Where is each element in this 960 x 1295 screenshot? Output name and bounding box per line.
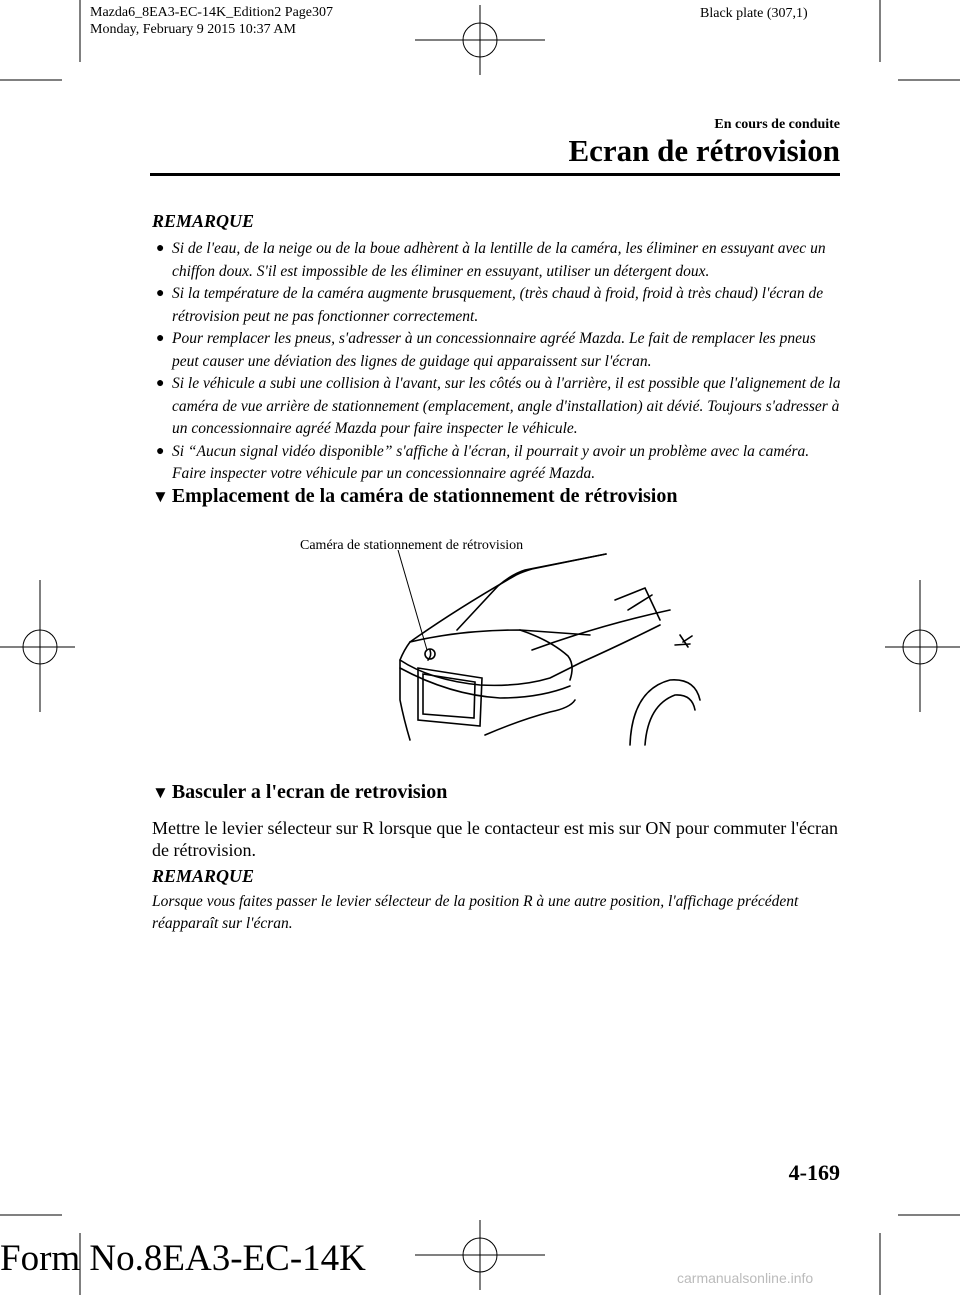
bullet-icon: ● [156, 376, 165, 391]
bullet-icon: ● [156, 331, 165, 346]
plate-label: Black plate (307,1) [700, 6, 808, 21]
file-date: Monday, February 9 2015 10:37 AM [90, 22, 296, 37]
remarque-list [152, 238, 842, 486]
note-item: ● Pour remplacer les pneus, s'adresser à un concessionnaire agréé Mazda. Le fait de remplacer les pneus peut causer une déviation des lignes de guidage qui apparaissent sur l'écran. [156, 330, 816, 370]
rear-car-illustration [370, 550, 710, 750]
section-heading-camera-location: ▼ Emplacement de la caméra de stationnement de rétrovision [152, 485, 678, 507]
triangle-marker-icon: ▼ [152, 487, 169, 506]
watermark: carmanualsonline.info [677, 1270, 814, 1286]
note-item: ● Si la température de la caméra augmente brusquement, (très chaud à froid, froid à très chaud) l'écran de rétrovision peut ne pas fonctionner correctement. [156, 285, 824, 325]
file-name: Mazda6_8EA3-EC-14K_Edition2 Page307 [90, 5, 334, 20]
remarque-text: Lorsque vous faites passer le levier sélecteur de la position R à une autre position, l'affichage précédent réapparaît sur l'écran. [152, 893, 799, 932]
remarque-label: REMARQUE [152, 866, 255, 886]
file-info [90, 4, 333, 38]
section-heading-switch: ▼ Basculer a l'ecran de retrovision [152, 781, 448, 803]
triangle-marker-icon: ▼ [152, 783, 169, 802]
roofline [457, 554, 606, 630]
note-item: ● Si de l'eau, de la neige ou de la boue adhèrent à la lentille de la caméra, les éliminer en essuyant avec un chiffon doux. S'il est impossible de les éliminer en essuyant, utiliser un détergent doux. [156, 240, 826, 280]
page-title: Ecran de rétrovision [568, 133, 840, 168]
figure-caption: Caméra de stationnement de rétrovision [300, 538, 524, 553]
camera-leader-line [398, 550, 427, 650]
bullet-icon: ● [156, 241, 165, 256]
remarque-label: REMARQUE [152, 211, 255, 231]
bullet-icon: ● [156, 286, 165, 301]
bullet-icon: ● [156, 443, 165, 459]
form-number: Form No.8EA3-EC-14K [0, 1238, 366, 1279]
note-item: ● Si “Aucun signal vidéo disponible” s'affiche à l'écran, il pourrait y avoir un problème avec la caméra. Faire inspecter votre véhicule par un concessionnaire agréé Mazda. [156, 442, 810, 482]
note-item: ● Si le véhicule a subi une collision à l'avant, sur les côtés ou à l'arrière, il est possible que l'alignement de la caméra de vue arrière de stationnement (emplacement, angle d'installation) ait dévié. Toujours s'adresser à un concessionnaire agréé Mazda pour faire inspecter le véhicule. [156, 375, 841, 437]
title-rule [150, 173, 840, 176]
section-label: En cours de conduite [714, 117, 840, 132]
body-paragraph: Mettre le levier sélecteur sur R lorsque que le contacteur est mis sur ON pour commuter l'écran de rétrovision. [152, 818, 839, 860]
page-number: 4-169 [788, 1160, 840, 1185]
